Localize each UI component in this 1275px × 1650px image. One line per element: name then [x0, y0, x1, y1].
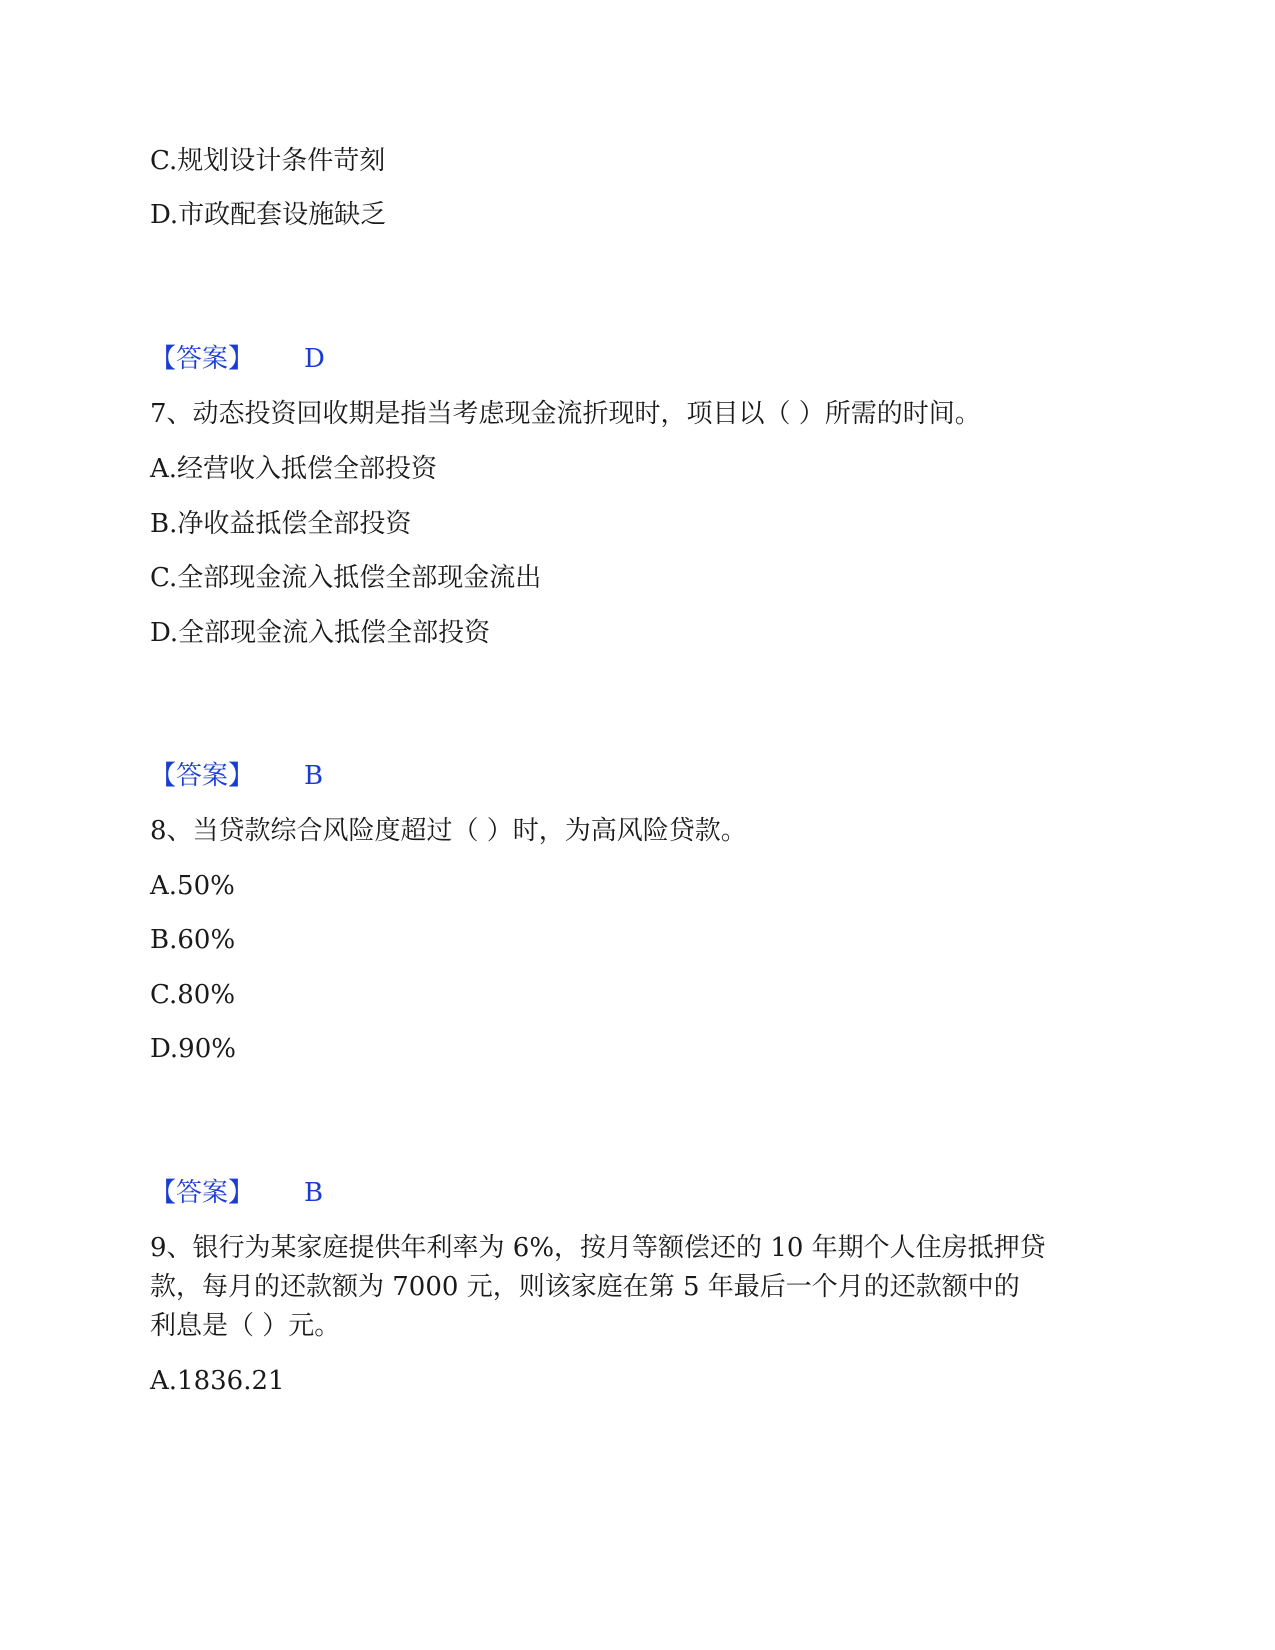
q8-option-a: A.50%: [150, 871, 235, 901]
q9-option-a: A.1836.21: [150, 1366, 285, 1396]
answer-value: B: [304, 761, 324, 791]
q7-option-d: D.全部现金流入抵偿全部投资: [150, 618, 491, 648]
answer-value: B: [304, 1178, 324, 1208]
q7-option-c: C.全部现金流入抵偿全部现金流出: [150, 563, 542, 593]
answer-label: 【答案】: [150, 344, 255, 374]
q8-option-d: D.90%: [150, 1034, 236, 1064]
q8-option-c: C.80%: [150, 980, 236, 1010]
q9-question-line-1: 9、银行为某家庭提供年利率为 6%，按月等额偿还的 10 年期个人住房抵押贷: [150, 1233, 1046, 1263]
q6-answer: [150, 341, 325, 377]
answer-label: 【答案】: [150, 761, 255, 791]
q8-answer: [150, 1175, 323, 1211]
q9-question-line-2: 款，每月的还款额为 7000 元，则该家庭在第 5 年最后一个月的还款额中的: [150, 1272, 1020, 1302]
answer-label: 【答案】: [150, 1178, 255, 1208]
q6-option-d: D.市政配套设施缺乏: [150, 200, 387, 230]
q6-option-c: C.规划设计条件苛刻: [150, 146, 386, 176]
q8-question: 8、当贷款综合风险度超过（ ）时，为高风险贷款。: [150, 816, 747, 846]
q7-question: 7、动态投资回收期是指当考虑现金流折现时，项目以（ ）所需的时间。: [150, 399, 981, 429]
q8-option-b: B.60%: [150, 925, 236, 955]
q7-answer: [150, 758, 323, 794]
q7-option-b: B.净收益抵偿全部投资: [150, 509, 412, 539]
answer-value: D: [304, 344, 325, 374]
q7-option-a: A.经营收入抵偿全部投资: [150, 454, 438, 484]
q9-question-line-3: 利息是（ ）元。: [150, 1311, 341, 1341]
